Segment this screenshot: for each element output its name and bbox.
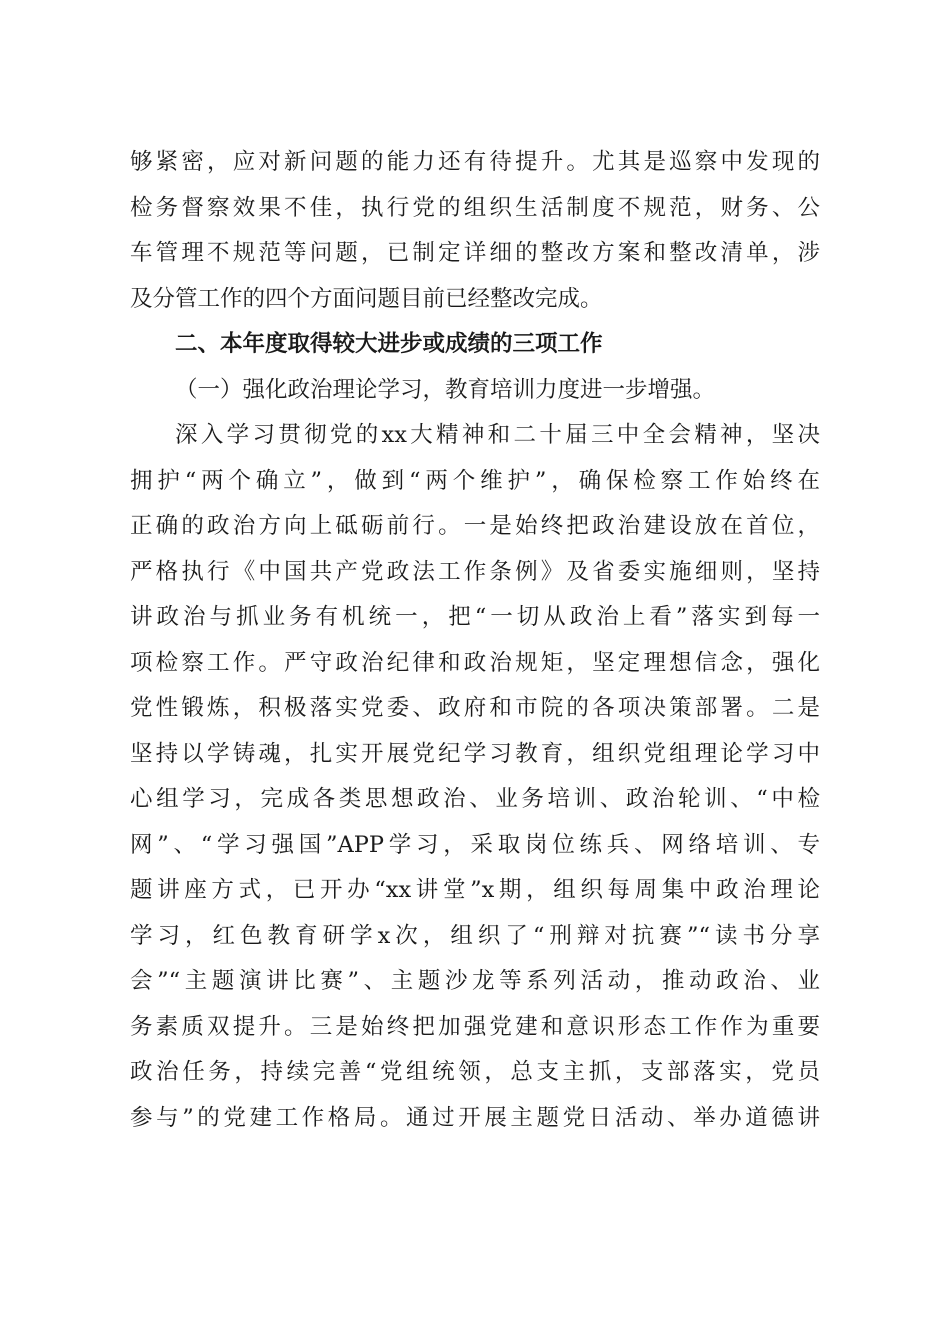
- paragraph-line: 及分管工作的四个方面问题目前已经整改完成。: [130, 285, 603, 312]
- paragraph-line: 学习，红色教育研学x次，组织了“刑辩对抗赛”“读书分享: [130, 922, 820, 949]
- paragraph-line: 心组学习，完成各类思想政治、业务培训、政治轮训、“中检: [130, 786, 820, 812]
- paragraph-line: 党性锻炼，积极落实党委、政府和市院的各项决策部署。二是: [130, 695, 820, 721]
- paragraph-line: 参与”的党建工作格局。通过开展主题党日活动、举办道德讲: [130, 1104, 820, 1131]
- paragraph-line: 坚持以学铸魂，扎实开展党纪学习教育，组织党组理论学习中: [130, 740, 820, 767]
- paragraph-line: 务素质双提升。三是始终把加强党建和意识形态工作作为重要: [130, 1013, 820, 1040]
- paragraph-line: 拥护“两个确立”，做到“两个维护”，确保检察工作始终在: [130, 467, 820, 494]
- document-body: [130, 140, 820, 1141]
- paragraph-line: 严格执行《中国共产党政法工作条例》及省委实施细则，坚持: [130, 558, 820, 585]
- paragraph-line: 题讲座方式，已开办“xx讲堂”x期，组织每周集中政治理论: [130, 877, 820, 903]
- paragraph-line: 会”“主题演讲比赛”、主题沙龙等系列活动，推动政治、业: [130, 968, 820, 994]
- paragraph-line: 网”、“学习强国”APP学习，采取岗位练兵、网络培训、专: [130, 831, 820, 858]
- paragraph-line: 车管理不规范等问题，已制定详细的整改方案和整改清单，涉: [130, 240, 820, 266]
- paragraph-line: 项检察工作。严守政治纪律和政治规矩，坚定理想信念，强化: [130, 649, 820, 676]
- paragraph-line: 深入学习贯彻党的xx大精神和二十届三中全会精神，坚决: [175, 422, 820, 448]
- section-heading: 二、本年度取得较大进步或成绩的三项工作: [175, 331, 603, 357]
- paragraph-line: 政治任务，持续完善“党组统领，总支主抓，支部落实，党员: [130, 1059, 820, 1085]
- paragraph-line: 检务督察效果不佳，执行党的组织生活制度不规范，财务、公: [130, 194, 820, 221]
- subsection-heading: （一）强化政治理论学习，教育培训力度进一步增强。: [175, 376, 716, 403]
- paragraph-line: 够紧密，应对新问题的能力还有待提升。尤其是巡察中发现的: [130, 149, 820, 175]
- paragraph-line: 正确的政治方向上砥砺前行。一是始终把政治建设放在首位，: [130, 513, 820, 539]
- paragraph-line: 讲政治与抓业务有机统一，把“一切从政治上看”落实到每一: [130, 604, 820, 630]
